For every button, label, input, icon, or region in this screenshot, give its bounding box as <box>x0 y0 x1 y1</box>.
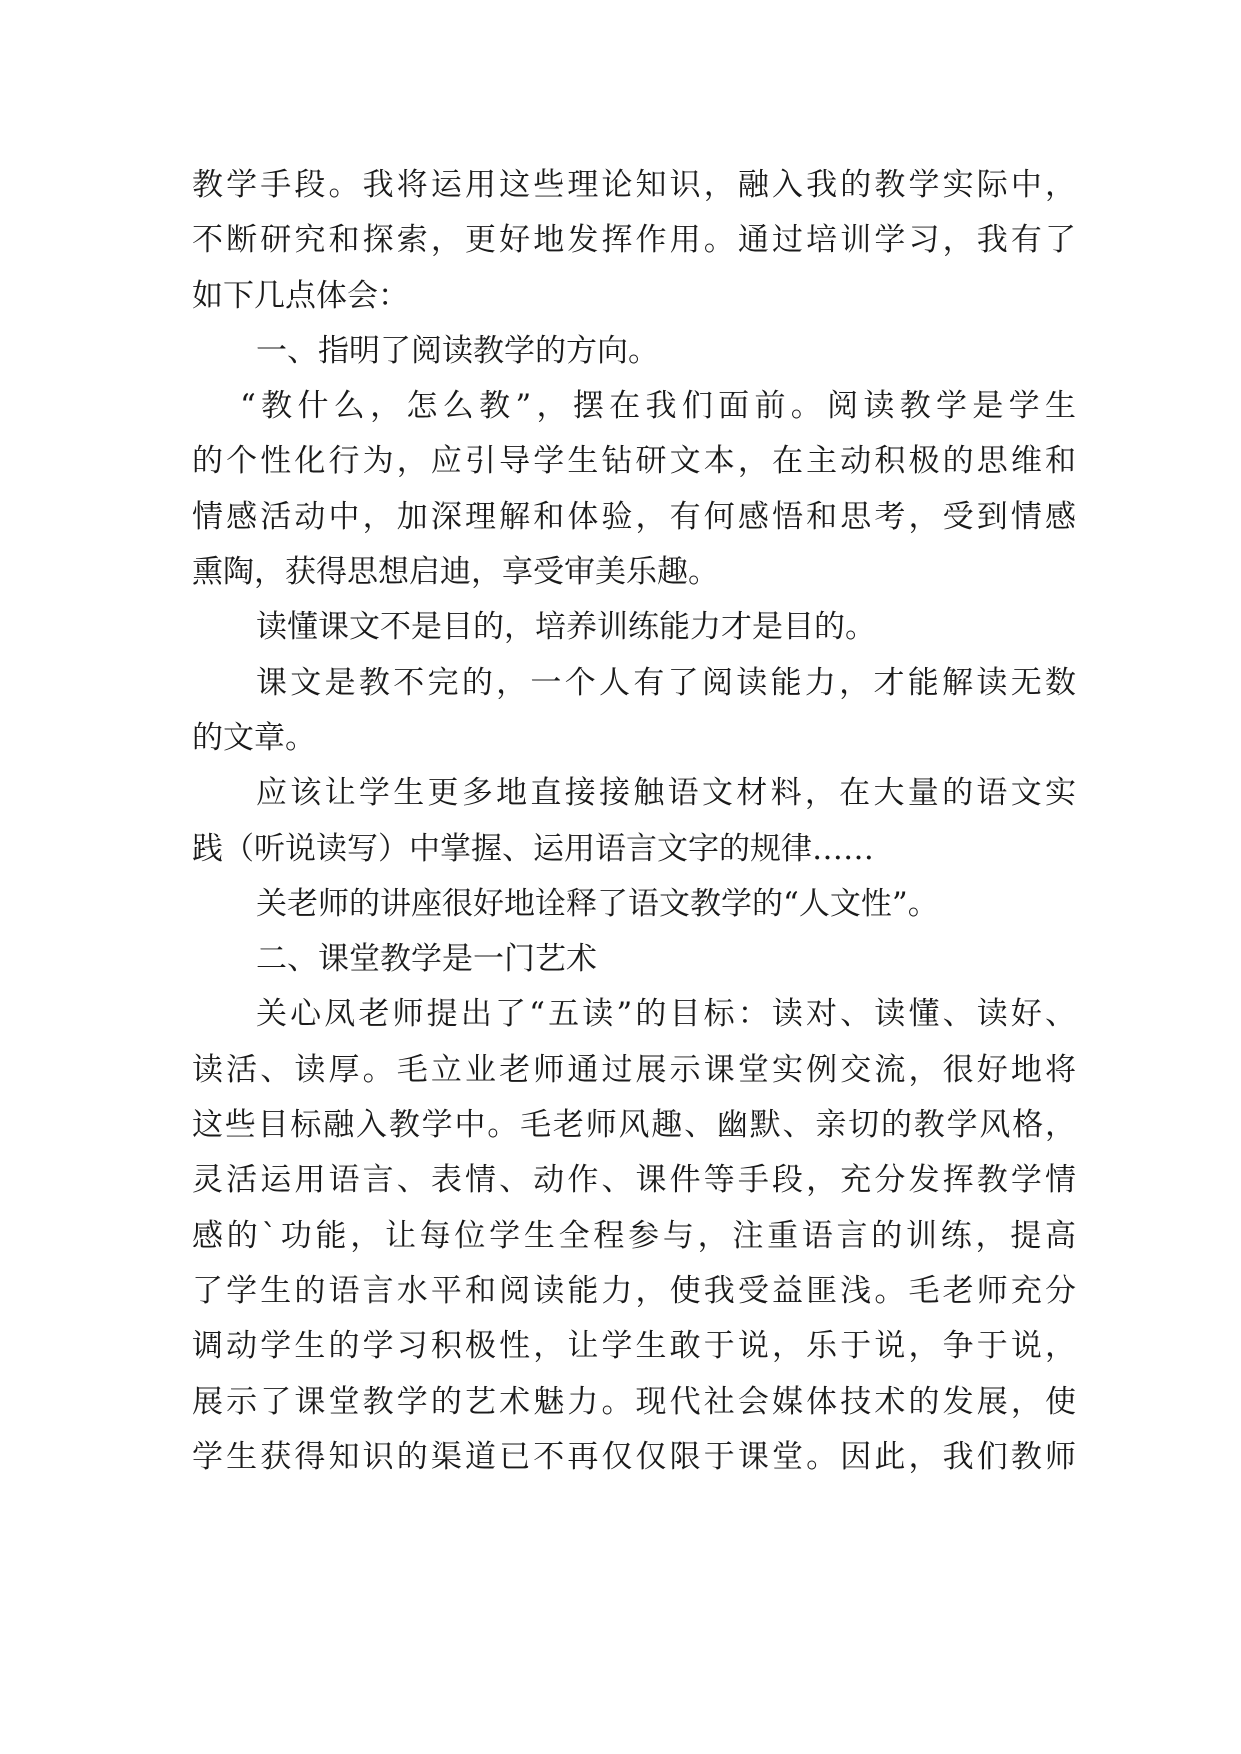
text-line: 关老师的讲座很好地诠释了语文教学的“人文性”。 <box>256 885 939 922</box>
text-line: 读懂课文不是目的，培养训练能力才是目的。 <box>256 609 876 646</box>
document-body <box>192 158 1076 1485</box>
text-line: 感的`功能，让每位学生全程参与，注重语言的训练，提高 <box>192 1217 1076 1254</box>
text-line: 调动学生的学习积极性，让学生敢于说，乐于说，争于说， <box>192 1328 1076 1365</box>
text-line: 了学生的语言水平和阅读能力，使我受益匪浅。毛老师充分 <box>192 1272 1076 1309</box>
text-line: 灵活运用语言、表情、动作、课件等手段，充分发挥教学情 <box>192 1162 1076 1199</box>
text-line: 这些目标融入教学中。毛老师风趣、幽默、亲切的教学风格， <box>192 1107 1076 1144</box>
text-line: 学生获得知识的渠道已不再仅仅限于课堂。因此，我们教师 <box>192 1438 1076 1475</box>
text-line: 课文是教不完的，一个人有了阅读能力，才能解读无数 <box>256 664 1076 701</box>
text-line: 展示了课堂教学的艺术魅力。现代社会媒体技术的发展，使 <box>192 1383 1076 1420</box>
text-line: 教学手段。我将运用这些理论知识，融入我的教学实际中， <box>192 167 1076 203</box>
text-line: 践（听说读写）中掌握、运用语言文字的规律…… <box>192 830 874 867</box>
text-line: 情感活动中，加深理解和体验，有何感悟和思考，受到情感 <box>192 498 1076 535</box>
text-line: 的个性化行为，应引导学生钻研文本，在主动积极的思维和 <box>192 443 1076 480</box>
section-heading-1: 一、指明了阅读教学的方向。 <box>256 332 659 369</box>
text-line: 熏陶，获得思想启迪，享受审美乐趣。 <box>192 554 719 591</box>
text-line: 关心凤老师提出了“五读”的目标：读对、读懂、读好、 <box>256 996 1076 1033</box>
text-line: 读活、读厚。毛立业老师通过展示课堂实例交流，很好地将 <box>192 1051 1076 1088</box>
text-line: 的文章。 <box>192 719 316 756</box>
text-line: 如下几点体会： <box>192 277 409 314</box>
text-line: 应该让学生更多地直接接触语文材料，在大量的语文实 <box>256 775 1076 812</box>
section-heading-2: 二、课堂教学是一门艺术 <box>256 941 597 978</box>
text-line: 不断研究和探索，更好地发挥作用。通过培训学习，我有了 <box>192 222 1076 259</box>
text-line: “教什么，怎么教”，摆在我们面前。阅读教学是学生 <box>240 388 1076 425</box>
